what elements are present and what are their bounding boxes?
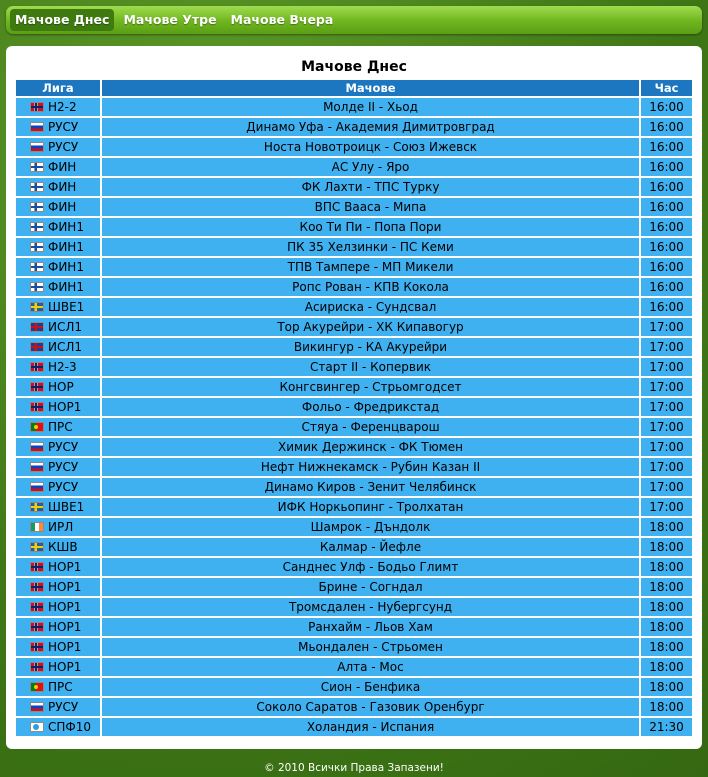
- swe-flag-icon: [30, 542, 44, 552]
- nor-flag-icon: [30, 642, 44, 652]
- swe-flag-icon: [30, 302, 44, 312]
- time-cell: 18:00: [641, 658, 692, 676]
- fin-flag-icon: [30, 202, 44, 212]
- time-cell: 18:00: [641, 538, 692, 556]
- rus-flag-icon: [30, 442, 44, 452]
- time-cell: 16:00: [641, 298, 692, 316]
- time-cell: 16:00: [641, 118, 692, 136]
- match-cell[interactable]: Санднес Улф - Бодьо Глимт: [102, 558, 639, 576]
- match-cell[interactable]: Ропс Рован - КПВ Кокола: [102, 278, 639, 296]
- column-header-time: Час: [641, 80, 692, 96]
- table-row[interactable]: [16, 658, 692, 676]
- table-row[interactable]: [16, 218, 692, 236]
- league-label: НОР1: [48, 600, 82, 614]
- time-cell: 16:00: [641, 138, 692, 156]
- league-cell: [16, 118, 100, 136]
- league-label: ФИН1: [48, 260, 84, 274]
- league-label: НОР1: [48, 560, 82, 574]
- league-cell: [16, 418, 100, 436]
- league-label: НОР: [48, 380, 74, 394]
- league-label: КШВ: [48, 540, 78, 554]
- match-cell[interactable]: Шамрок - Дъндолк: [102, 518, 639, 536]
- por-flag-icon: [30, 422, 44, 432]
- match-cell[interactable]: Химик Держинск - ФК Тюмен: [102, 438, 639, 456]
- nor-flag-icon: [30, 382, 44, 392]
- matches-table: [14, 78, 694, 738]
- table-row[interactable]: [16, 318, 692, 336]
- rus-flag-icon: [30, 702, 44, 712]
- table-row[interactable]: [16, 458, 692, 476]
- league-label: ФИН: [48, 200, 77, 214]
- league-label: ФИН: [48, 180, 77, 194]
- table-header-row: [16, 80, 692, 96]
- rus-flag-icon: [30, 122, 44, 132]
- time-cell: 18:00: [641, 558, 692, 576]
- fin-flag-icon: [30, 182, 44, 192]
- table-row[interactable]: [16, 438, 692, 456]
- league-cell: [16, 598, 100, 616]
- league-cell: [16, 298, 100, 316]
- time-cell: 16:00: [641, 178, 692, 196]
- table-row[interactable]: [16, 118, 692, 136]
- match-cell[interactable]: ПК 35 Хелзинки - ПС Кеми: [102, 238, 639, 256]
- rus-flag-icon: [30, 142, 44, 152]
- league-label: РУСУ: [48, 460, 79, 474]
- match-cell[interactable]: ТПВ Тампере - МП Микели: [102, 258, 639, 276]
- match-cell[interactable]: Холандия - Испания: [102, 718, 639, 736]
- match-cell[interactable]: ИФК Норкьопинг - Тролхатан: [102, 498, 639, 516]
- match-cell[interactable]: АС Улу - Яро: [102, 158, 639, 176]
- league-label: ФИН1: [48, 240, 84, 254]
- league-cell: [16, 258, 100, 276]
- fin-flag-icon: [30, 282, 44, 292]
- nav-today-link[interactable]: Мачове Днес: [10, 9, 114, 31]
- page-title: Мачове Днес: [301, 59, 407, 75]
- league-cell: [16, 278, 100, 296]
- league-label: ФИН1: [48, 220, 84, 234]
- league-cell: [16, 318, 100, 336]
- league-cell: [16, 698, 100, 716]
- match-cell[interactable]: Ранхайм - Льов Хам: [102, 618, 639, 636]
- table-row[interactable]: [16, 598, 692, 616]
- league-cell: [16, 718, 100, 736]
- league-label: ИСЛ1: [48, 320, 83, 334]
- league-cell: [16, 578, 100, 596]
- nor-flag-icon: [30, 102, 44, 112]
- match-cell[interactable]: Тор Акурейри - ХК Кипавогур: [102, 318, 639, 336]
- league-label: СПФ10: [48, 720, 92, 734]
- time-cell: 17:00: [641, 438, 692, 456]
- league-cell: [16, 618, 100, 636]
- league-label: НОР1: [48, 660, 82, 674]
- time-cell: 17:00: [641, 338, 692, 356]
- league-cell: [16, 558, 100, 576]
- match-cell[interactable]: Динамо Уфа - Академия Димитровград: [102, 118, 639, 136]
- league-cell: [16, 98, 100, 116]
- league-cell: [16, 138, 100, 156]
- match-cell[interactable]: ВПС Вааса - Мипа: [102, 198, 639, 216]
- league-cell: [16, 338, 100, 356]
- table-row[interactable]: [16, 178, 692, 196]
- league-cell: [16, 178, 100, 196]
- rus-flag-icon: [30, 462, 44, 472]
- column-header-matches: Мачове: [102, 80, 639, 96]
- time-cell: 17:00: [641, 398, 692, 416]
- league-cell: [16, 198, 100, 216]
- table-row[interactable]: [16, 498, 692, 516]
- match-cell[interactable]: Старт II - Копервик: [102, 358, 639, 376]
- table-row[interactable]: [16, 538, 692, 556]
- rus-flag-icon: [30, 482, 44, 492]
- league-cell: [16, 238, 100, 256]
- isl-flag-icon: [30, 342, 44, 352]
- league-label: ИСЛ1: [48, 340, 83, 354]
- fin-flag-icon: [30, 242, 44, 252]
- time-cell: 17:00: [641, 478, 692, 496]
- time-cell: 16:00: [641, 258, 692, 276]
- league-cell: [16, 438, 100, 456]
- match-cell[interactable]: Соколо Саратов - Газовик Оренбург: [102, 698, 639, 716]
- table-row[interactable]: [16, 518, 692, 536]
- match-cell[interactable]: Нефт Нижнекамск - Рубин Казан II: [102, 458, 639, 476]
- time-cell: 18:00: [641, 598, 692, 616]
- match-cell[interactable]: Молде II - Хьод: [102, 98, 639, 116]
- league-cell: [16, 518, 100, 536]
- footer-copyright: © 2010 Всички Права Запазени!: [264, 762, 444, 774]
- table-row[interactable]: [16, 258, 692, 276]
- table-row[interactable]: [16, 298, 692, 316]
- league-label: РУСУ: [48, 140, 79, 154]
- nor-flag-icon: [30, 662, 44, 672]
- table-row[interactable]: [16, 198, 692, 216]
- time-cell: 18:00: [641, 618, 692, 636]
- top-navigation: [6, 6, 702, 34]
- league-label: РУСУ: [48, 120, 79, 134]
- league-cell: [16, 398, 100, 416]
- nor-flag-icon: [30, 622, 44, 632]
- nav-yesterday-link[interactable]: Мачове Вчера: [230, 12, 334, 27]
- match-cell[interactable]: Калмар - Йефле: [102, 538, 639, 556]
- match-cell[interactable]: Конгсвингер - Стрьомгодсет: [102, 378, 639, 396]
- table-row[interactable]: [16, 378, 692, 396]
- match-cell[interactable]: Коо Ти Пи - Попа Пори: [102, 218, 639, 236]
- match-cell[interactable]: Асириска - Сундсвал: [102, 298, 639, 316]
- table-row[interactable]: [16, 278, 692, 296]
- column-header-league: Лига: [16, 80, 100, 96]
- league-label: РУСУ: [48, 480, 79, 494]
- time-cell: 17:00: [641, 418, 692, 436]
- league-cell: [16, 478, 100, 496]
- time-cell: 16:00: [641, 218, 692, 236]
- league-cell: [16, 378, 100, 396]
- league-label: НОР1: [48, 620, 82, 634]
- time-cell: 18:00: [641, 678, 692, 696]
- match-cell[interactable]: Фольо - Фредрикстад: [102, 398, 639, 416]
- match-cell[interactable]: Сион - Бенфика: [102, 678, 639, 696]
- league-label: НОР1: [48, 400, 82, 414]
- league-label: НОР1: [48, 580, 82, 594]
- time-cell: 16:00: [641, 278, 692, 296]
- league-label: ФИН: [48, 160, 77, 174]
- nor-flag-icon: [30, 602, 44, 612]
- nor-flag-icon: [30, 562, 44, 572]
- league-cell: [16, 498, 100, 516]
- time-cell: 18:00: [641, 578, 692, 596]
- nor-flag-icon: [30, 402, 44, 412]
- time-cell: 16:00: [641, 238, 692, 256]
- match-cell[interactable]: Тромсдален - Нубергсунд: [102, 598, 639, 616]
- fin-flag-icon: [30, 222, 44, 232]
- league-label: РУСУ: [48, 700, 79, 714]
- time-cell: 16:00: [641, 98, 692, 116]
- isl-flag-icon: [30, 322, 44, 332]
- league-cell: [16, 458, 100, 476]
- league-label: РУСУ: [48, 440, 79, 454]
- time-cell: 17:00: [641, 318, 692, 336]
- table-row[interactable]: [16, 98, 692, 116]
- league-label: Н2-2: [48, 100, 77, 114]
- league-cell: [16, 638, 100, 656]
- time-cell: 17:00: [641, 378, 692, 396]
- swe-flag-icon: [30, 502, 44, 512]
- table-row[interactable]: [16, 138, 692, 156]
- time-cell: 17:00: [641, 358, 692, 376]
- table-row[interactable]: [16, 478, 692, 496]
- league-cell: [16, 658, 100, 676]
- table-row[interactable]: [16, 558, 692, 576]
- table-row[interactable]: [16, 578, 692, 596]
- table-row[interactable]: [16, 678, 692, 696]
- fin-flag-icon: [30, 262, 44, 272]
- match-cell[interactable]: Мьондален - Стрьомен: [102, 638, 639, 656]
- nav-tomorrow-link[interactable]: Мачове Утре: [123, 12, 217, 27]
- league-label: ПРС: [48, 680, 73, 694]
- nor-flag-icon: [30, 362, 44, 372]
- fin-flag-icon: [30, 162, 44, 172]
- league-label: ФИН1: [48, 280, 84, 294]
- wc-flag-icon: [30, 722, 44, 732]
- league-cell: [16, 538, 100, 556]
- league-label: ШВЕ1: [48, 300, 85, 314]
- table-row[interactable]: [16, 358, 692, 376]
- match-cell[interactable]: Брине - Согндал: [102, 578, 639, 596]
- table-row[interactable]: [16, 398, 692, 416]
- time-cell: 18:00: [641, 698, 692, 716]
- por-flag-icon: [30, 682, 44, 692]
- table-row[interactable]: [16, 638, 692, 656]
- league-label: ШВЕ1: [48, 500, 85, 514]
- league-label: ИРЛ: [48, 520, 74, 534]
- table-row[interactable]: [16, 158, 692, 176]
- table-row[interactable]: [16, 718, 692, 736]
- time-cell: 18:00: [641, 518, 692, 536]
- time-cell: 17:00: [641, 498, 692, 516]
- match-cell[interactable]: ФК Лахти - ТПС Турку: [102, 178, 639, 196]
- match-cell[interactable]: Динамо Киров - Зенит Челябинск: [102, 478, 639, 496]
- league-label: НОР1: [48, 640, 82, 654]
- irl-flag-icon: [30, 522, 44, 532]
- league-cell: [16, 158, 100, 176]
- match-cell[interactable]: Носта Новотроицк - Союз Ижевск: [102, 138, 639, 156]
- league-label: ПРС: [48, 420, 73, 434]
- nor-flag-icon: [30, 582, 44, 592]
- time-cell: 21:30: [641, 718, 692, 736]
- time-cell: 16:00: [641, 158, 692, 176]
- table-row[interactable]: [16, 418, 692, 436]
- table-row[interactable]: [16, 618, 692, 636]
- league-cell: [16, 218, 100, 236]
- table-row[interactable]: [16, 698, 692, 716]
- table-row[interactable]: [16, 238, 692, 256]
- match-cell[interactable]: Викингур - КА Акурейри: [102, 338, 639, 356]
- content-panel: [6, 46, 702, 749]
- match-cell[interactable]: Алта - Мос: [102, 658, 639, 676]
- table-row[interactable]: [16, 338, 692, 356]
- time-cell: 16:00: [641, 198, 692, 216]
- league-cell: [16, 358, 100, 376]
- match-cell[interactable]: Стяуа - Ференцварош: [102, 418, 639, 436]
- league-label: Н2-3: [48, 360, 77, 374]
- league-cell: [16, 678, 100, 696]
- time-cell: 17:00: [641, 458, 692, 476]
- time-cell: 18:00: [641, 638, 692, 656]
